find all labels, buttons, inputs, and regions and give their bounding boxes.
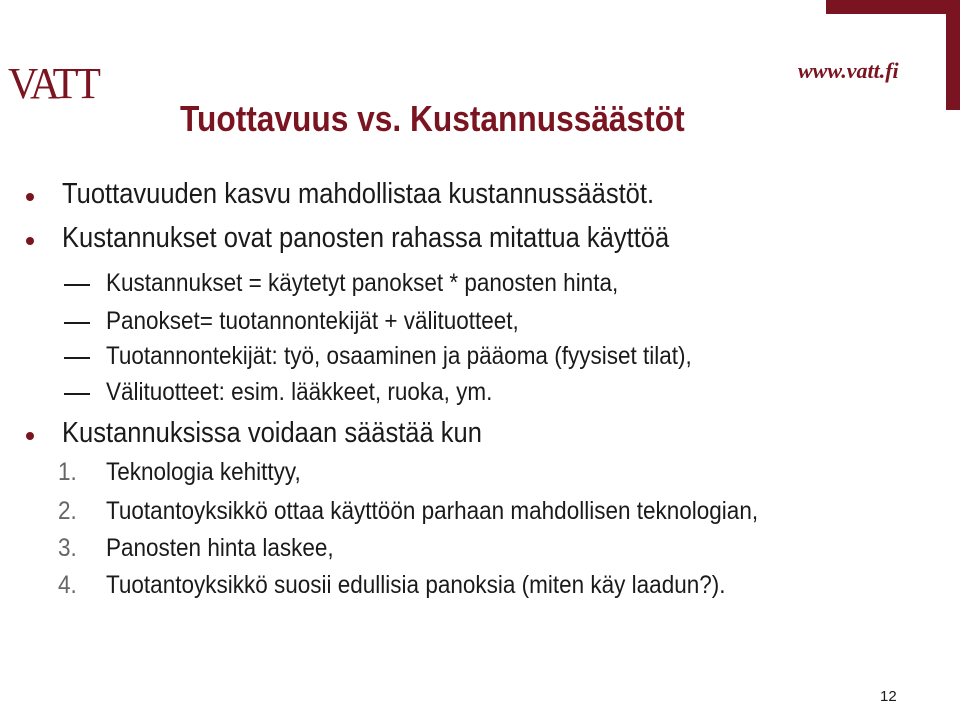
list-number: 1. [58, 458, 77, 486]
numbered-item-3: Panosten hinta laskee, [106, 534, 334, 562]
list-number: 4. [58, 571, 77, 599]
bullet-marker [26, 193, 34, 201]
sub-item-4: Välituotteet: esim. lääkkeet, ruoka, ym. [106, 378, 493, 406]
sub-item-3: Tuotannontekijät: työ, osaaminen ja pääoma (fyysiset tilat), [106, 342, 692, 370]
website-link[interactable]: www.vatt.fi [798, 58, 899, 83]
bullet-marker [26, 432, 34, 440]
bullet-3-text: Kustannuksissa voidaan säästää kun [62, 417, 482, 449]
vatt-logo: VATT [8, 59, 99, 108]
sub-dash [64, 284, 90, 286]
numbered-item-2: Tuotantoyksikkö ottaa käyttöön parhaan mahdollisen teknologian, [106, 497, 759, 525]
bullet-marker [26, 237, 34, 245]
sub-item-1: Kustannukset = käytetyt panokset * panosten hinta, [106, 269, 619, 297]
numbered-item-4: Tuotantoyksikkö suosii edullisia panoksia (miten käy laadun?). [106, 571, 726, 599]
bullet-2-text: Kustannukset ovat panosten rahassa mitattua käyttöä [62, 222, 670, 254]
list-number: 2. [58, 497, 77, 525]
sub-item-2: Panokset= tuotannontekijät + välituotteet, [106, 307, 519, 335]
sub-dash [64, 393, 90, 395]
bullet-1-text: Tuottavuuden kasvu mahdollistaa kustannussäästöt. [62, 178, 655, 210]
numbered-item-1: Teknologia kehittyy, [106, 458, 301, 486]
corner-decoration [826, 0, 960, 110]
page-number: 12 [880, 688, 897, 705]
slide-title: Tuottavuus vs. Kustannussäästöt [180, 98, 685, 139]
sub-dash [64, 357, 90, 359]
sub-dash [64, 322, 90, 324]
list-number: 3. [58, 534, 77, 562]
